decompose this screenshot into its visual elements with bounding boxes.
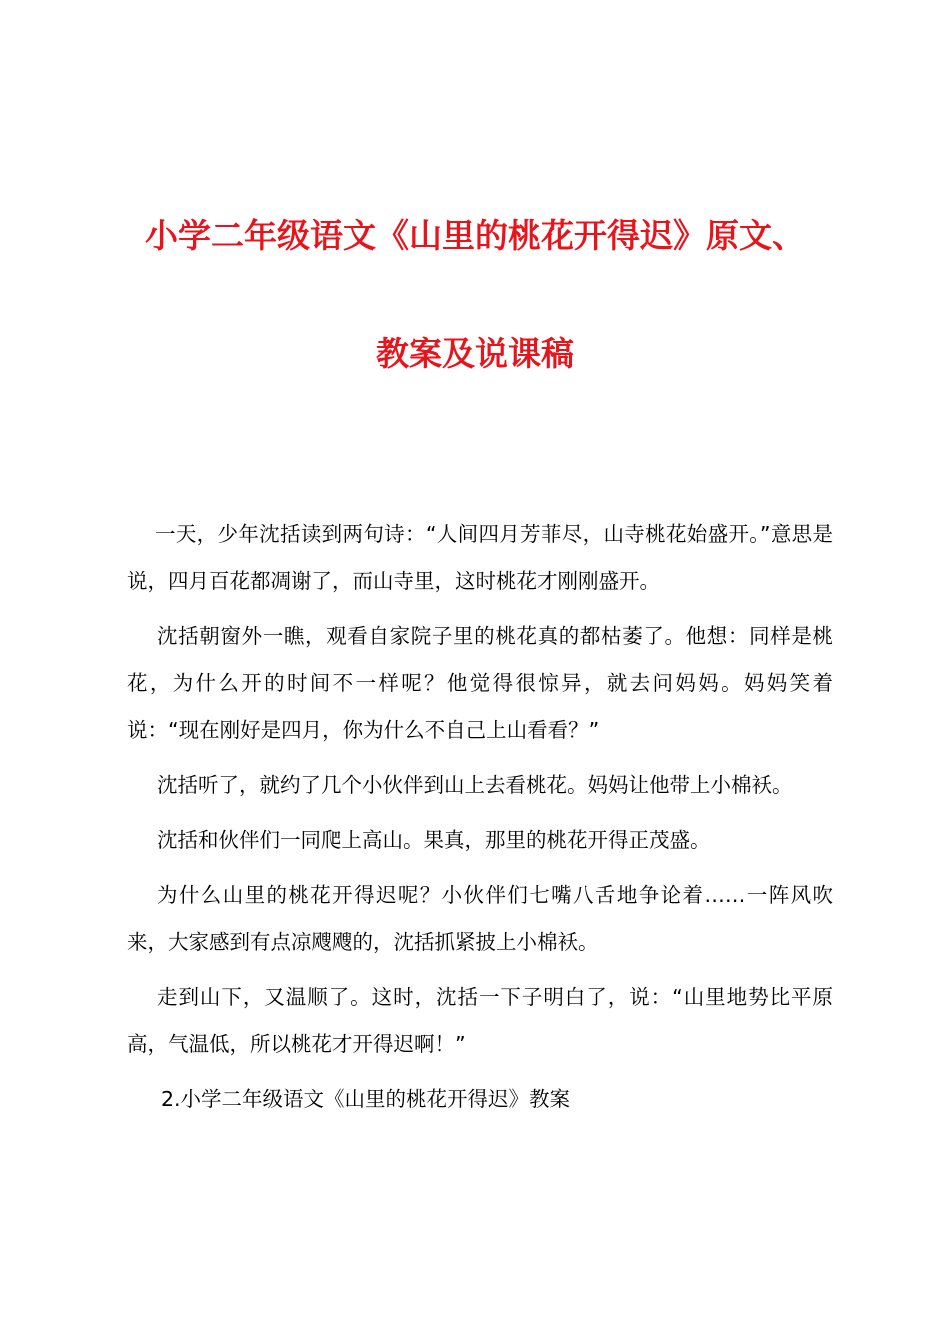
paragraph-2: 沈括朝窗外一瞧，观看自家院子里的桃花真的都枯萎了。他想：同样是桃花，为什么开的时间不一样呢？他觉得很惊异，就去问妈妈。妈妈笑着说：“现在刚好是四月，你为什么不自己上山看看？” [127,624,833,742]
paragraph-5: 为什么山里的桃花开得迟呢？小伙伴们七嘴八舌地争论着……一阵风吹来，大家感到有点凉飕飕的，沈括抓紧披上小棉袄。 [127,883,833,954]
document-title-line-1: 小学二年级语文《山里的桃花开得迟》原文、 [145,216,805,255]
paragraph-1: 一天，少年沈括读到两句诗：“人间四月芳菲尽，山寺桃花始盛开。”意思是说，四月百花都凋谢了，而山寺里，这时桃花才刚刚盛开。 [127,522,833,593]
document-title-line-2: 教案及说课稿 [376,334,574,373]
paragraph-6: 走到山下，又温顺了。这时，沈括一下子明白了，说：“山里地势比平原高，气温低，所以桃花才开得迟啊！” [127,985,833,1056]
section-heading-teaching-plan: 2.小学二年级语文《山里的桃花开得迟》教案 [161,1087,571,1111]
paragraph-3: 沈括听了，就约了几个小伙伴到山上去看桃花。妈妈让他带上小棉袄。 [157,773,793,797]
document-body [127,511,833,1131]
paragraph-4: 沈括和伙伴们一同爬上高山。果真，那里的桃花开得正茂盛。 [157,828,711,852]
